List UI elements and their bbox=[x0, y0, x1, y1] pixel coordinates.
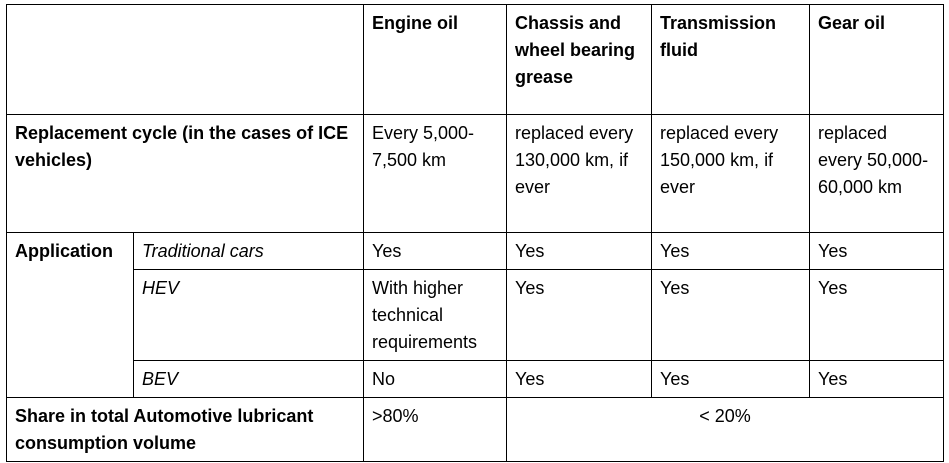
share-label: Share in total Automotive lubricant consumption volume bbox=[7, 398, 364, 462]
traditional-gear-oil: Yes bbox=[810, 233, 944, 270]
replacement-transmission-fluid: replaced every 150,000 km, if ever bbox=[652, 115, 810, 233]
replacement-gear-oil: replaced every 50,000-60,000 km bbox=[810, 115, 944, 233]
replacement-chassis-grease: replaced every 130,000 km, if ever bbox=[507, 115, 652, 233]
traditional-engine-oil: Yes bbox=[364, 233, 507, 270]
share-row bbox=[7, 398, 944, 462]
hev-transmission-fluid: Yes bbox=[652, 270, 810, 361]
application-row-traditional bbox=[7, 233, 944, 270]
vehicle-type-hev: HEV bbox=[134, 270, 364, 361]
replacement-label: Replacement cycle (in the cases of ICE vehicles) bbox=[7, 115, 364, 233]
empty-corner-cell bbox=[7, 5, 364, 115]
traditional-transmission-fluid: Yes bbox=[652, 233, 810, 270]
header-chassis-grease: Chassis and wheel bearing grease bbox=[507, 5, 652, 115]
header-gear-oil: Gear oil bbox=[810, 5, 944, 115]
bev-chassis-grease: Yes bbox=[507, 361, 652, 398]
vehicle-type-traditional: Traditional cars bbox=[134, 233, 364, 270]
share-engine-oil: >80% bbox=[364, 398, 507, 462]
application-row-hev bbox=[7, 270, 944, 361]
bev-engine-oil: No bbox=[364, 361, 507, 398]
bev-gear-oil: Yes bbox=[810, 361, 944, 398]
application-row-bev bbox=[7, 361, 944, 398]
header-transmission-fluid: Transmission fluid bbox=[652, 5, 810, 115]
hev-gear-oil: Yes bbox=[810, 270, 944, 361]
share-others: < 20% bbox=[507, 398, 944, 462]
application-label: Application bbox=[7, 233, 134, 398]
vehicle-type-bev: BEV bbox=[134, 361, 364, 398]
replacement-row bbox=[7, 115, 944, 233]
header-engine-oil: Engine oil bbox=[364, 5, 507, 115]
replacement-engine-oil: Every 5,000-7,500 km bbox=[364, 115, 507, 233]
hev-chassis-grease: Yes bbox=[507, 270, 652, 361]
lubricant-table bbox=[6, 4, 944, 462]
hev-engine-oil: With higher technical requirements bbox=[364, 270, 507, 361]
bev-transmission-fluid: Yes bbox=[652, 361, 810, 398]
header-row bbox=[7, 5, 944, 115]
traditional-chassis-grease: Yes bbox=[507, 233, 652, 270]
